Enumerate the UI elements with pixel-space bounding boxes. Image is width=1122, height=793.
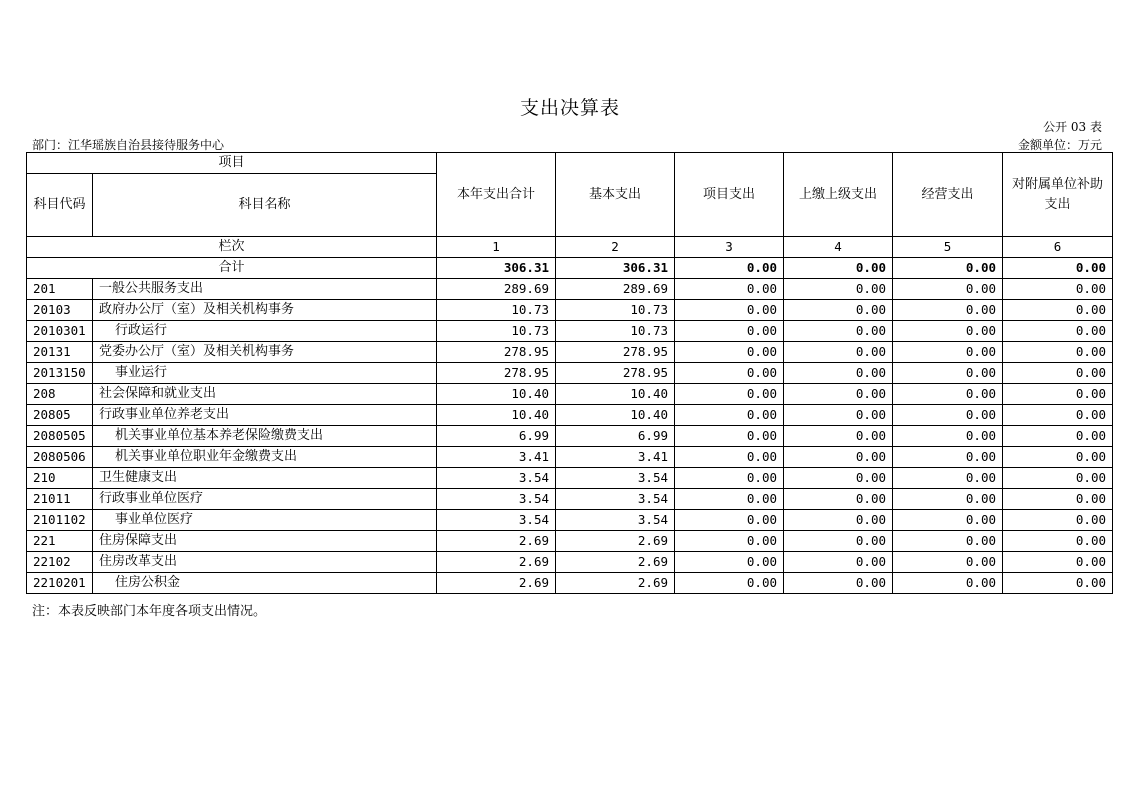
amount-cell: 0.00 bbox=[893, 552, 1003, 573]
subject-name: 党委办公厅（室）及相关机构事务 bbox=[93, 342, 437, 363]
amount-cell: 278.95 bbox=[556, 342, 675, 363]
total-value: 0.00 bbox=[893, 258, 1003, 279]
total-value: 0.00 bbox=[675, 258, 784, 279]
amount-cell: 3.54 bbox=[437, 510, 556, 531]
table-row bbox=[27, 573, 1113, 594]
subject-code: 2013150 bbox=[27, 363, 93, 384]
amount-cell: 0.00 bbox=[1003, 300, 1113, 321]
amount-cell: 0.00 bbox=[784, 405, 893, 426]
amount-cell: 0.00 bbox=[675, 510, 784, 531]
amount-cell: 0.00 bbox=[675, 447, 784, 468]
amount-cell: 0.00 bbox=[784, 531, 893, 552]
amount-cell: 0.00 bbox=[784, 384, 893, 405]
amount-cell: 0.00 bbox=[1003, 279, 1113, 300]
amount-cell: 0.00 bbox=[1003, 426, 1113, 447]
amount-cell: 0.00 bbox=[675, 573, 784, 594]
subject-name: 行政事业单位养老支出 bbox=[93, 405, 437, 426]
header-project: 项目 bbox=[27, 153, 437, 174]
index-cell: 5 bbox=[893, 237, 1003, 258]
amount-cell: 0.00 bbox=[784, 363, 893, 384]
index-cell: 4 bbox=[784, 237, 893, 258]
amount-cell: 278.95 bbox=[437, 342, 556, 363]
amount-cell: 0.00 bbox=[893, 279, 1003, 300]
header-col-basic: 基本支出 bbox=[556, 153, 675, 237]
subject-code: 2080505 bbox=[27, 426, 93, 447]
amount-cell: 0.00 bbox=[1003, 321, 1113, 342]
total-row bbox=[27, 258, 1113, 279]
amount-cell: 0.00 bbox=[893, 384, 1003, 405]
amount-cell: 0.00 bbox=[675, 321, 784, 342]
amount-cell: 0.00 bbox=[784, 573, 893, 594]
amount-cell: 0.00 bbox=[675, 384, 784, 405]
department-label: 部门：江华瑶族自治县接待服务中心 bbox=[32, 138, 225, 152]
header-col-upper: 上缴上级支出 bbox=[784, 153, 893, 237]
amount-cell: 10.73 bbox=[437, 321, 556, 342]
table-row bbox=[27, 552, 1113, 573]
amount-cell: 289.69 bbox=[556, 279, 675, 300]
subject-code: 2101102 bbox=[27, 510, 93, 531]
amount-cell: 0.00 bbox=[893, 489, 1003, 510]
amount-cell: 0.00 bbox=[1003, 489, 1113, 510]
amount-cell: 0.00 bbox=[893, 300, 1003, 321]
amount-cell: 278.95 bbox=[437, 363, 556, 384]
subject-code: 2080506 bbox=[27, 447, 93, 468]
table-row bbox=[27, 384, 1113, 405]
table-row bbox=[27, 300, 1113, 321]
total-value: 0.00 bbox=[784, 258, 893, 279]
index-cell: 6 bbox=[1003, 237, 1113, 258]
index-label: 栏次 bbox=[27, 237, 437, 258]
subject-code: 21011 bbox=[27, 489, 93, 510]
amount-cell: 0.00 bbox=[1003, 468, 1113, 489]
subject-name: 住房保障支出 bbox=[93, 531, 437, 552]
subject-code: 20131 bbox=[27, 342, 93, 363]
table-row bbox=[27, 279, 1113, 300]
table-row bbox=[27, 342, 1113, 363]
header-row-project bbox=[27, 153, 1113, 174]
amount-cell: 2.69 bbox=[556, 573, 675, 594]
amount-cell: 2.69 bbox=[556, 531, 675, 552]
subject-name: 卫生健康支出 bbox=[93, 468, 437, 489]
amount-cell: 0.00 bbox=[1003, 384, 1113, 405]
amount-cell: 0.00 bbox=[675, 279, 784, 300]
amount-cell: 3.54 bbox=[556, 468, 675, 489]
amount-cell: 0.00 bbox=[784, 321, 893, 342]
header-name: 科目名称 bbox=[93, 174, 437, 237]
subject-name: 一般公共服务支出 bbox=[93, 279, 437, 300]
table-row bbox=[27, 447, 1113, 468]
subject-code: 2210201 bbox=[27, 573, 93, 594]
amount-cell: 0.00 bbox=[784, 510, 893, 531]
amount-cell: 3.41 bbox=[556, 447, 675, 468]
table-row bbox=[27, 489, 1113, 510]
subject-code: 208 bbox=[27, 384, 93, 405]
amount-cell: 0.00 bbox=[675, 342, 784, 363]
subject-code: 20805 bbox=[27, 405, 93, 426]
subject-name: 机关事业单位职业年金缴费支出 bbox=[93, 447, 437, 468]
header-col-total: 本年支出合计 bbox=[437, 153, 556, 237]
subject-code: 201 bbox=[27, 279, 93, 300]
footnote: 注：本表反映部门本年度各项支出情况。 bbox=[32, 604, 267, 619]
amount-cell: 0.00 bbox=[675, 363, 784, 384]
unit-label: 金额单位：万元 bbox=[1017, 138, 1102, 152]
table-row bbox=[27, 321, 1113, 342]
amount-cell: 0.00 bbox=[1003, 363, 1113, 384]
amount-cell: 6.99 bbox=[437, 426, 556, 447]
total-label: 合计 bbox=[27, 258, 437, 279]
amount-cell: 10.40 bbox=[556, 405, 675, 426]
amount-cell: 10.73 bbox=[437, 300, 556, 321]
amount-cell: 0.00 bbox=[1003, 510, 1113, 531]
subject-code: 210 bbox=[27, 468, 93, 489]
amount-cell: 0.00 bbox=[784, 447, 893, 468]
table-row bbox=[27, 531, 1113, 552]
table-row bbox=[27, 468, 1113, 489]
amount-cell: 10.40 bbox=[437, 405, 556, 426]
header-code: 科目代码 bbox=[27, 174, 93, 237]
amount-cell: 0.00 bbox=[1003, 573, 1113, 594]
amount-cell: 0.00 bbox=[1003, 531, 1113, 552]
amount-cell: 2.69 bbox=[437, 531, 556, 552]
amount-cell: 3.54 bbox=[556, 510, 675, 531]
table-row bbox=[27, 363, 1113, 384]
amount-cell: 2.69 bbox=[437, 552, 556, 573]
subject-name: 机关事业单位基本养老保险缴费支出 bbox=[93, 426, 437, 447]
subject-name: 事业运行 bbox=[93, 363, 437, 384]
amount-cell: 10.40 bbox=[556, 384, 675, 405]
subject-name: 政府办公厅（室）及相关机构事务 bbox=[93, 300, 437, 321]
header-col-business: 经营支出 bbox=[893, 153, 1003, 237]
header-col-project: 项目支出 bbox=[675, 153, 784, 237]
amount-cell: 3.54 bbox=[437, 468, 556, 489]
amount-cell: 0.00 bbox=[1003, 447, 1113, 468]
amount-cell: 0.00 bbox=[893, 468, 1003, 489]
amount-cell: 0.00 bbox=[893, 321, 1003, 342]
form-number: 公开 03 表 bbox=[1043, 120, 1102, 134]
amount-cell: 0.00 bbox=[784, 426, 893, 447]
subject-code: 2010301 bbox=[27, 321, 93, 342]
amount-cell: 278.95 bbox=[556, 363, 675, 384]
table-row bbox=[27, 426, 1113, 447]
amount-cell: 0.00 bbox=[675, 468, 784, 489]
amount-cell: 0.00 bbox=[893, 342, 1003, 363]
amount-cell: 0.00 bbox=[893, 510, 1003, 531]
amount-cell: 0.00 bbox=[784, 300, 893, 321]
amount-cell: 0.00 bbox=[1003, 342, 1113, 363]
amount-cell: 0.00 bbox=[893, 363, 1003, 384]
amount-cell: 0.00 bbox=[893, 405, 1003, 426]
amount-cell: 0.00 bbox=[675, 531, 784, 552]
table-row bbox=[27, 405, 1113, 426]
subject-code: 20103 bbox=[27, 300, 93, 321]
subject-name: 事业单位医疗 bbox=[93, 510, 437, 531]
subject-code: 22102 bbox=[27, 552, 93, 573]
amount-cell: 0.00 bbox=[893, 426, 1003, 447]
amount-cell: 0.00 bbox=[784, 279, 893, 300]
subject-name: 社会保障和就业支出 bbox=[93, 384, 437, 405]
total-value: 306.31 bbox=[556, 258, 675, 279]
amount-cell: 3.54 bbox=[556, 489, 675, 510]
amount-cell: 0.00 bbox=[675, 300, 784, 321]
amount-cell: 3.54 bbox=[437, 489, 556, 510]
expenditure-table bbox=[26, 152, 1113, 594]
header-col-subsidy: 对附属单位补助支出 bbox=[1003, 153, 1113, 237]
table-row bbox=[27, 510, 1113, 531]
amount-cell: 2.69 bbox=[437, 573, 556, 594]
subject-name: 行政运行 bbox=[93, 321, 437, 342]
amount-cell: 0.00 bbox=[893, 573, 1003, 594]
total-value: 0.00 bbox=[1003, 258, 1113, 279]
subject-name: 住房改革支出 bbox=[93, 552, 437, 573]
page-title: 支出决算表 bbox=[519, 97, 620, 119]
amount-cell: 6.99 bbox=[556, 426, 675, 447]
index-cell: 2 bbox=[556, 237, 675, 258]
amount-cell: 0.00 bbox=[784, 489, 893, 510]
amount-cell: 10.40 bbox=[437, 384, 556, 405]
subject-code: 221 bbox=[27, 531, 93, 552]
total-value: 306.31 bbox=[437, 258, 556, 279]
amount-cell: 0.00 bbox=[784, 468, 893, 489]
amount-cell: 0.00 bbox=[784, 342, 893, 363]
amount-cell: 0.00 bbox=[675, 405, 784, 426]
index-cell: 3 bbox=[675, 237, 784, 258]
index-cell: 1 bbox=[437, 237, 556, 258]
amount-cell: 0.00 bbox=[784, 552, 893, 573]
subject-name: 住房公积金 bbox=[93, 573, 437, 594]
amount-cell: 0.00 bbox=[675, 426, 784, 447]
amount-cell: 10.73 bbox=[556, 321, 675, 342]
subject-name: 行政事业单位医疗 bbox=[93, 489, 437, 510]
amount-cell: 0.00 bbox=[1003, 552, 1113, 573]
amount-cell: 289.69 bbox=[437, 279, 556, 300]
amount-cell: 2.69 bbox=[556, 552, 675, 573]
amount-cell: 0.00 bbox=[1003, 405, 1113, 426]
amount-cell: 0.00 bbox=[893, 531, 1003, 552]
amount-cell: 0.00 bbox=[675, 489, 784, 510]
index-row bbox=[27, 237, 1113, 258]
amount-cell: 10.73 bbox=[556, 300, 675, 321]
amount-cell: 0.00 bbox=[675, 552, 784, 573]
amount-cell: 0.00 bbox=[893, 447, 1003, 468]
amount-cell: 3.41 bbox=[437, 447, 556, 468]
